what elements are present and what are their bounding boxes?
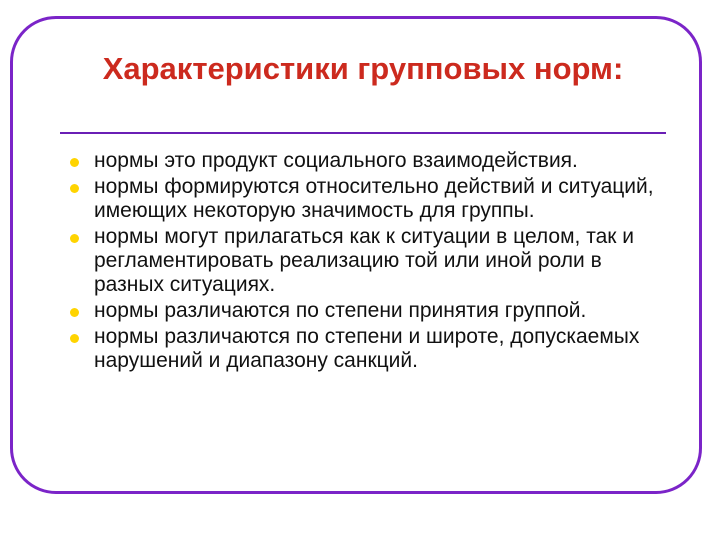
slide-title: Характеристики групповых норм: <box>102 51 624 86</box>
bullet-icon <box>70 234 79 243</box>
bullet-text: нормы формируются относительно действий и ситуаций, имеющих некоторую значимость для группы. <box>94 175 654 222</box>
bullet-list <box>70 149 675 375</box>
bullet-item-5 <box>70 325 675 373</box>
bullet-item-4 <box>70 299 675 323</box>
bullet-icon <box>70 158 79 167</box>
title-underline-divider <box>60 132 666 134</box>
bullet-text: нормы могут прилагаться как к ситуации в целом, так и регламентировать реализацию той или иной роли в разных ситуациях. <box>94 225 635 296</box>
bullet-text: нормы различаются по степени и широте, допускаемых нарушений и диапазону санкций. <box>94 325 640 372</box>
bullet-text: нормы это продукт социального взаимодействия. <box>94 149 578 172</box>
bullet-item-1 <box>70 149 675 173</box>
bullet-icon <box>70 334 79 343</box>
bullet-item-3 <box>70 225 675 297</box>
bullet-icon <box>70 184 79 193</box>
bullet-item-2 <box>70 175 675 223</box>
bullet-text: нормы различаются по степени принятия группой. <box>94 299 587 322</box>
bullet-icon <box>70 308 79 317</box>
